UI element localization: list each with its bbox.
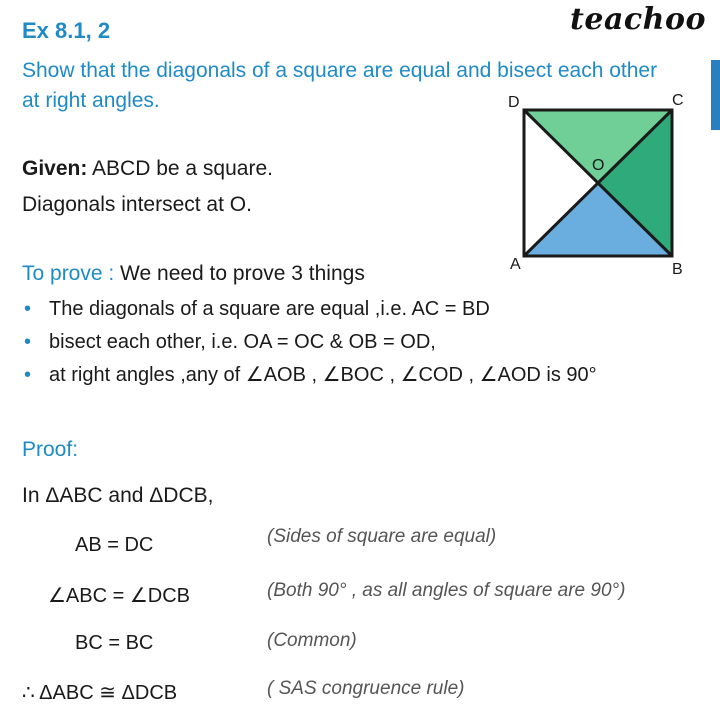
given-label: Given: bbox=[22, 157, 88, 180]
point-text: at right angles ,any of ∠AOB , ∠BOC , ∠COD , ∠AOD is 90° bbox=[49, 364, 597, 386]
bullet-icon: • bbox=[24, 331, 32, 353]
given-text: ABCD be a square. bbox=[87, 157, 273, 180]
bullet-icon: • bbox=[24, 364, 32, 386]
to-prove-list bbox=[22, 294, 597, 393]
proof-reason-3: (Common) bbox=[267, 630, 357, 651]
question-text: Show that the diagonals of a square are equal and bisect each other at right angles. bbox=[22, 59, 658, 112]
list-item bbox=[22, 327, 597, 360]
given-line-2: Diagonals intersect at O. bbox=[22, 193, 252, 216]
vertex-label-c: C bbox=[672, 92, 684, 109]
scroll-indicator bbox=[711, 60, 720, 130]
to-prove-label: To prove : bbox=[22, 262, 115, 285]
proof-reason-4: ( SAS congruence rule) bbox=[267, 678, 465, 699]
vertex-label-d: D bbox=[508, 94, 520, 111]
proof-statement-1: AB = DC bbox=[75, 534, 154, 556]
proof-label: Proof: bbox=[22, 438, 79, 461]
list-item bbox=[22, 294, 597, 327]
proof-statement-2: ∠ABC = ∠DCB bbox=[48, 585, 191, 607]
vertex-label-o: O bbox=[592, 157, 605, 174]
proof-statement-4: ∴ ΔABC ≅ ΔDCB bbox=[22, 682, 178, 704]
proof-statement-3: BC = BC bbox=[75, 632, 154, 654]
point-text: The diagonals of a square are equal ,i.e. AC = BD bbox=[49, 298, 490, 320]
proof-intro: In ΔABC and ΔDCB, bbox=[22, 484, 214, 507]
list-item bbox=[22, 360, 597, 393]
point-text: bisect each other, i.e. OA = OC & OB = OD, bbox=[49, 331, 436, 353]
vertex-label-b: B bbox=[672, 261, 683, 278]
to-prove-text: We need to prove 3 things bbox=[114, 262, 365, 285]
proof-reason-1: (Sides of square are equal) bbox=[267, 526, 497, 547]
teachoo-logo: teachoo bbox=[570, 2, 706, 37]
to-prove-line bbox=[22, 262, 365, 286]
exercise-title: Ex 8.1, 2 bbox=[22, 18, 111, 43]
square-diagram bbox=[500, 88, 700, 288]
vertex-label-a: A bbox=[510, 256, 521, 273]
given-line-1 bbox=[22, 157, 273, 181]
proof-reason-2: (Both 90° , as all angles of square are 90°) bbox=[267, 580, 626, 601]
bullet-icon: • bbox=[24, 298, 32, 320]
